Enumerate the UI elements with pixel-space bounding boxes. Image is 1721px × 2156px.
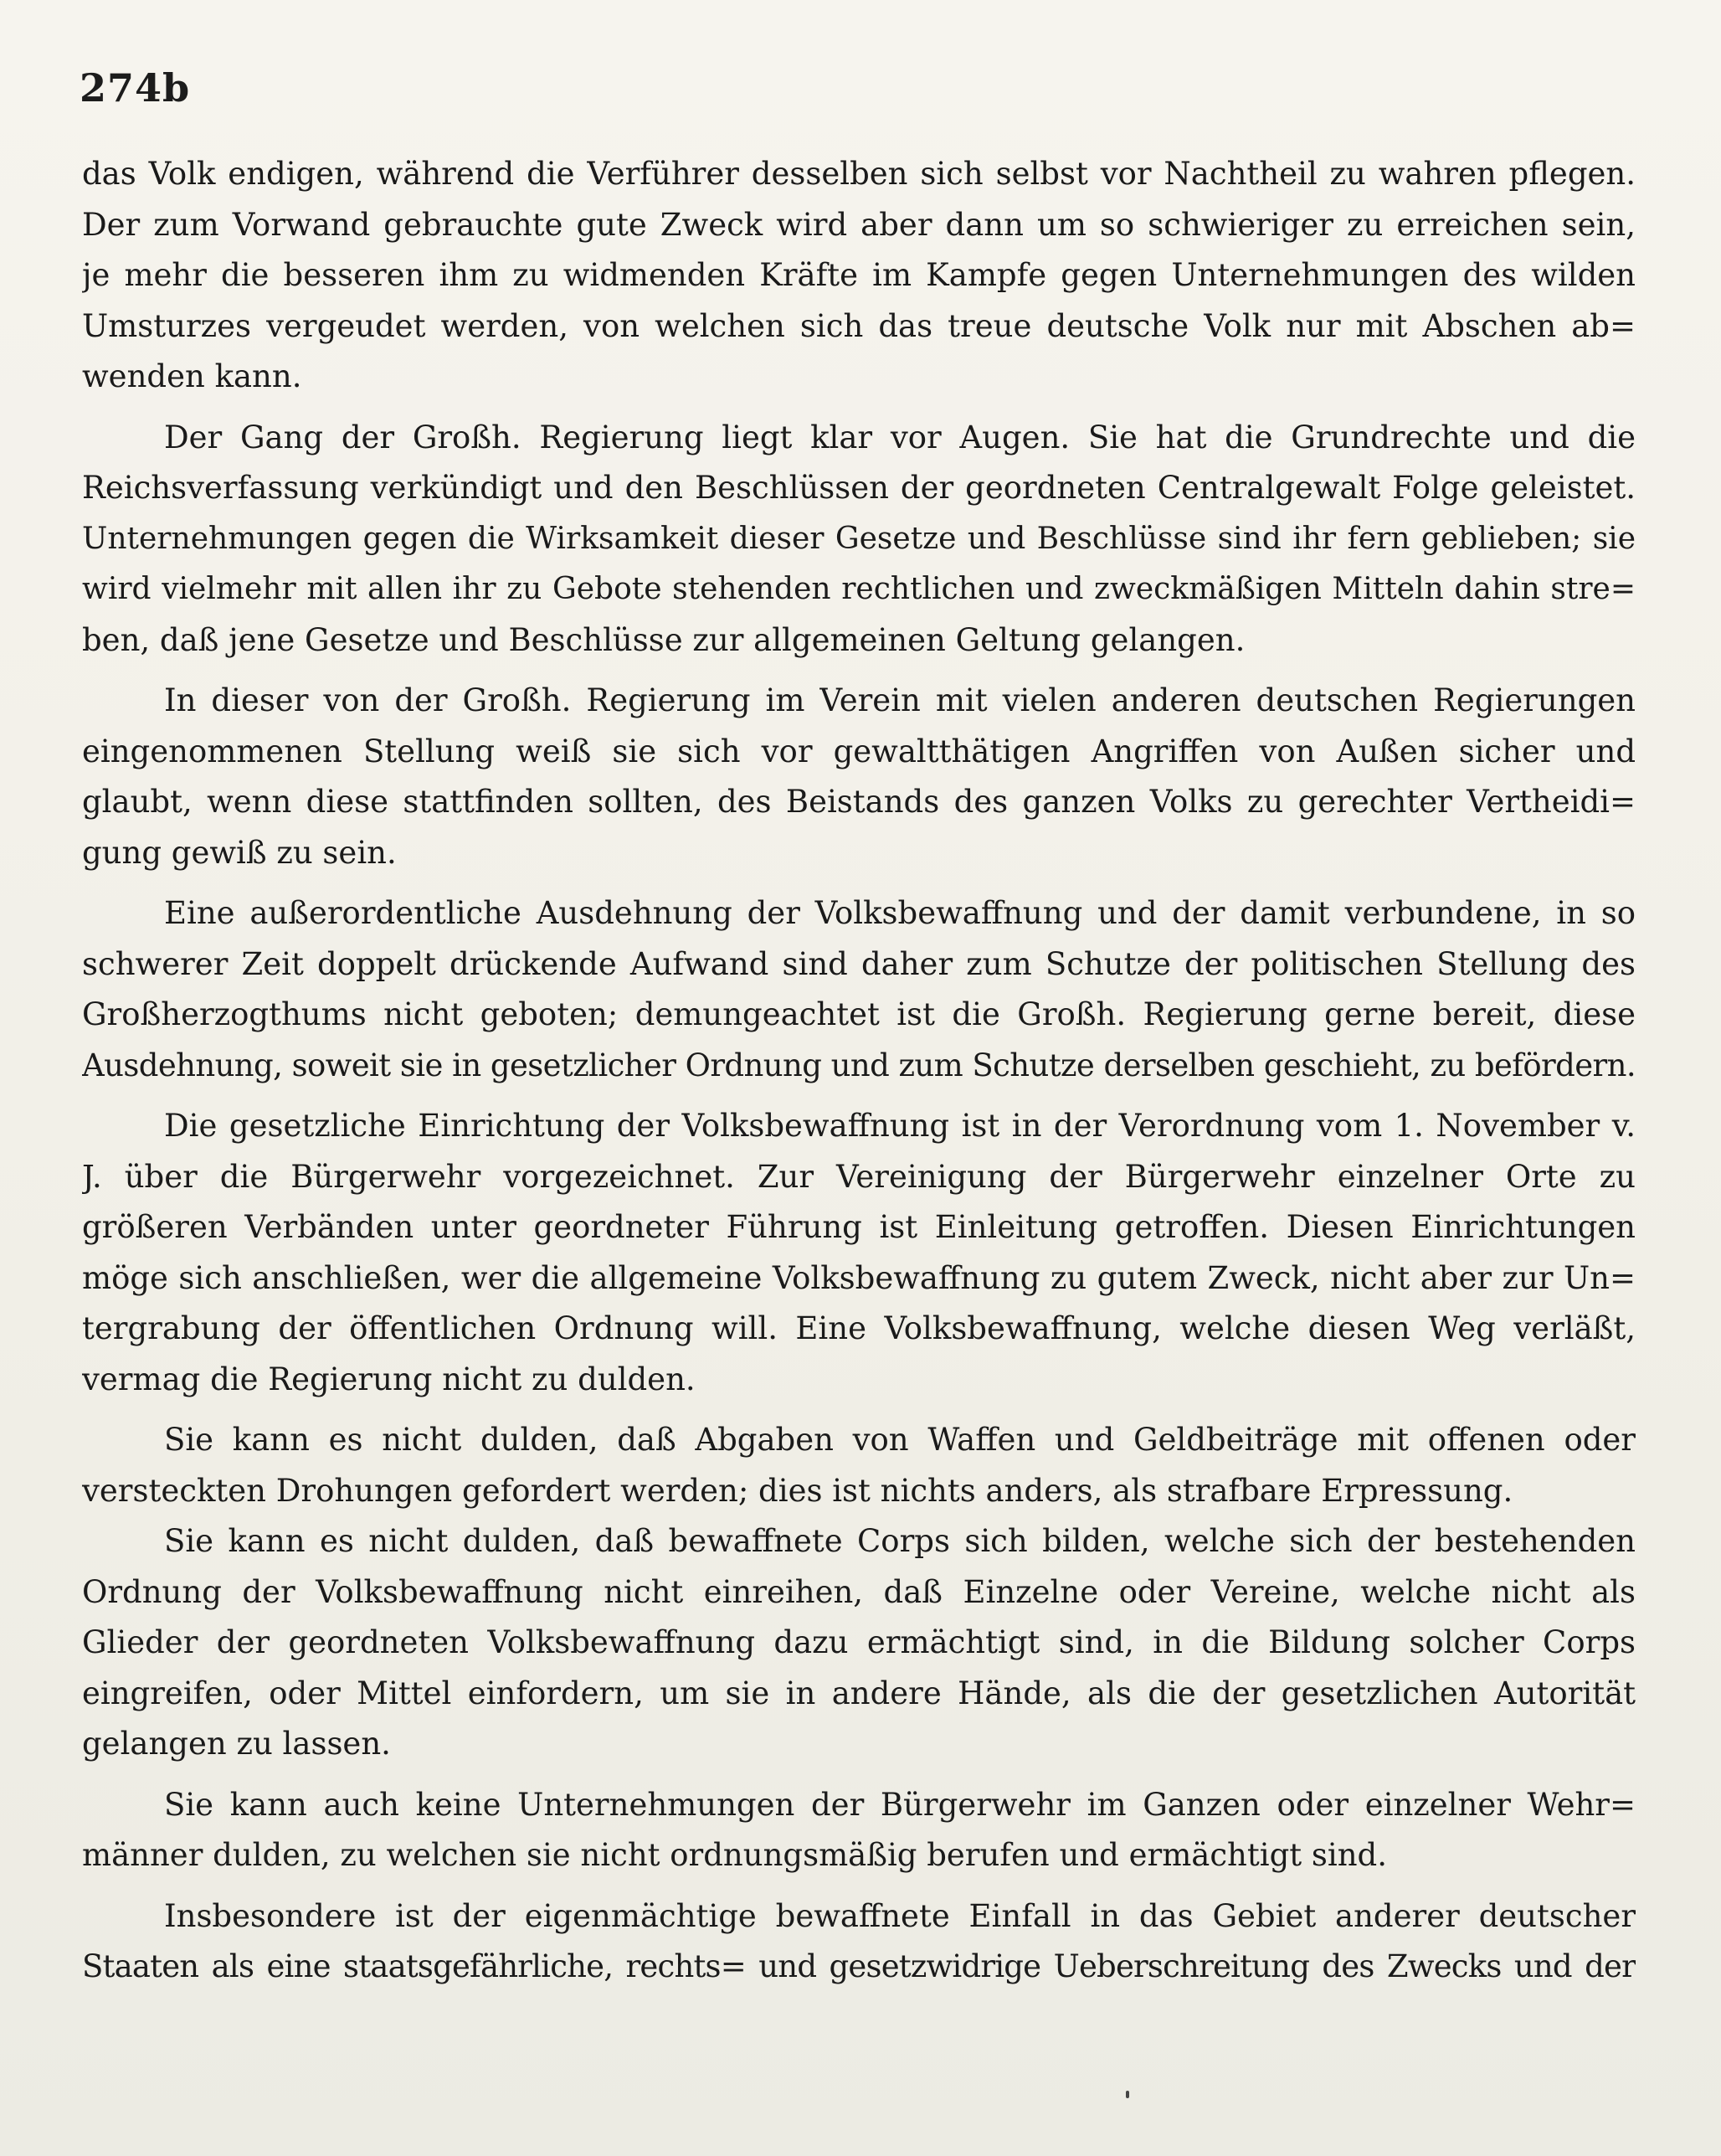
text-line: eingenommenen Stellung weiß sie sich vor gewaltthätigen Angriffen von Außen sicher und — [82, 733, 1636, 769]
paragraph-4 — [82, 888, 1636, 1091]
page-number: 274b — [80, 65, 191, 111]
text-line: In dieser von der Großh. Regierung im Verein mit vielen anderen deutschen Regierungen — [164, 682, 1636, 718]
text-line: eingreifen, oder Mittel einfordern, um sie in andere Hände, als die der gesetzlichen Autorität — [82, 1675, 1636, 1711]
text-line: tergrabung der öffentlichen Ordnung will. Eine Volksbewaffnung, welche diesen Weg verläßt, — [82, 1310, 1636, 1346]
text-line: wenden kann. — [82, 358, 302, 394]
text-line: Der Gang der Großh. Regierung liegt klar vor Augen. Sie hat die Grundrechte und die — [164, 419, 1636, 455]
text-line: Die gesetzliche Einrichtung der Volksbewaffnung ist in der Verordnung vom 1. November v. — [164, 1108, 1636, 1144]
text-line: J. über die Bürgerwehr vorgezeichnet. Zur Vereinigung der Bürgerwehr einzelner Orte zu — [82, 1158, 1636, 1195]
text-line: Großherzogthums nicht geboten; demungeachtet ist die Großh. Regierung gerne bereit, diese — [82, 996, 1636, 1032]
text-line: glaubt, wenn diese stattfinden sollten, des Beistands des ganzen Volks zu gerechter Vertheidi= — [82, 784, 1636, 820]
body-text — [82, 149, 1636, 1993]
text-line: Glieder der geordneten Volksbewaffnung dazu ermächtigt sind, in die Bildung solcher Corps — [82, 1624, 1636, 1660]
text-line: gelangen zu lassen. — [82, 1726, 391, 1762]
text-line: versteckten Drohungen gefordert werden; dies ist nichts anders, als strafbare Erpressung. — [82, 1472, 1513, 1509]
text-line: Unternehmungen gegen die Wirksamkeit dieser Gesetze und Beschlüsse sind ihr fern geblieben; sie — [82, 521, 1636, 556]
text-line: Insbesondere ist der eigenmächtige bewaffnete Einfall in das Gebiet anderer deutscher — [164, 1897, 1636, 1934]
paragraph-6 — [82, 1415, 1636, 1770]
text-line: vermag die Regierung nicht zu dulden. — [82, 1361, 696, 1397]
text-line: möge sich anschließen, wer die allgemeine Volksbewaffnung zu gutem Zweck, nicht aber zur Un= — [82, 1259, 1636, 1296]
text-line: das Volk endigen, während die Verführer desselben sich selbst vor Nachtheil zu wahren pflegen. — [82, 156, 1636, 192]
text-line: Sie kann auch keine Unternehmungen der Bürgerwehr im Ganzen oder einzelner Wehr= — [164, 1786, 1636, 1823]
text-line: Staaten als eine staatsgefährliche, rechts= und gesetzwidrige Ueberschreitung des Zwecks und der — [82, 1948, 1636, 1984]
paragraph-1 — [82, 149, 1636, 403]
text-line: je mehr die besseren ihm zu widmenden Kräfte im Kampfe gegen Unternehmungen des wilden — [82, 257, 1636, 293]
text-line: Umsturzes vergeudet werden, von welchen sich das treue deutsche Volk nur mit Abschen ab= — [82, 307, 1636, 344]
text-line: Ordnung der Volksbewaffnung nicht einreihen, daß Einzelne oder Vereine, welche nicht als — [82, 1573, 1636, 1610]
ink-speck — [1126, 2091, 1129, 2098]
text-line: Reichsverfassung verkündigt und den Beschlüssen der geordneten Centralgewalt Folge geleistet. — [82, 470, 1636, 506]
text-line: Sie kann es nicht dulden, daß bewaffnete Corps sich bilden, welche sich der bestehenden — [164, 1523, 1636, 1559]
text-line: männer dulden, zu welchen sie nicht ordnungsmäßig berufen und ermächtigt sind. — [82, 1837, 1388, 1873]
paragraph-7 — [82, 1780, 1636, 1881]
paragraph-2 — [82, 413, 1636, 666]
text-line: Sie kann es nicht dulden, daß Abgaben von Waffen und Geldbeiträge mit offenen oder — [164, 1422, 1636, 1458]
text-line: Eine außerordentliche Ausdehnung der Volksbewaffnung und der damit verbundene, in so — [164, 895, 1636, 931]
text-line: gung gewiß zu sein. — [82, 834, 397, 871]
text-line: Der zum Vorwand gebrauchte gute Zweck wird aber dann um so schwieriger zu erreichen sein, — [82, 206, 1636, 243]
text-line: schwerer Zeit doppelt drückende Aufwand sind daher zum Schutze der politischen Stellung des — [82, 945, 1636, 982]
text-line: ben, daß jene Gesetze und Beschlüsse zur allgemeinen Geltung gelangen. — [82, 621, 1246, 658]
text-line: Ausdehnung, soweit sie in gesetzlicher Ordnung und zum Schutze derselben geschieht, zu befördern. — [82, 1047, 1636, 1083]
text-line: größeren Verbänden unter geordneter Führung ist Einleitung getroffen. Diesen Einrichtungen — [82, 1209, 1636, 1245]
paragraph-8 — [82, 1891, 1636, 1993]
paragraph-5 — [82, 1101, 1636, 1405]
paragraph-3 — [82, 676, 1636, 878]
text-line: wird vielmehr mit allen ihr zu Gebote stehenden rechtlichen und zweckmäßigen Mitteln dahin stre= — [82, 572, 1636, 606]
